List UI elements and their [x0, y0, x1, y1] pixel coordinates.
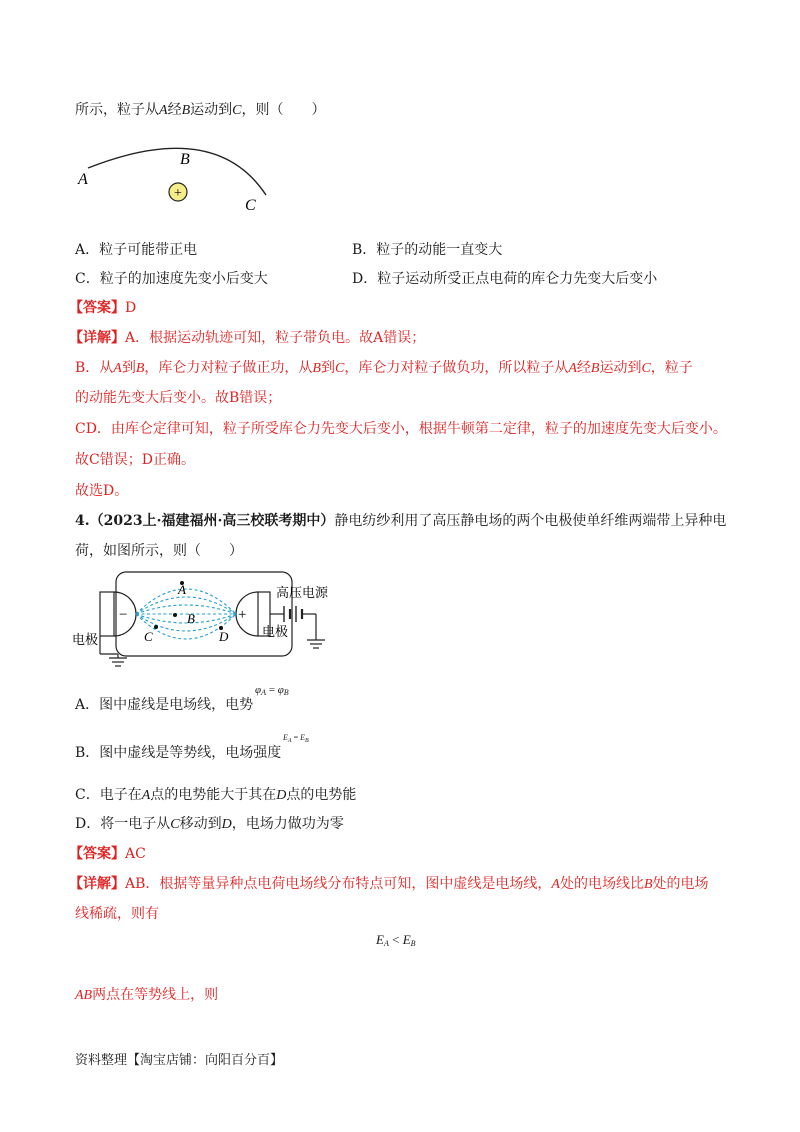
point-C [154, 625, 158, 629]
trajectory-figure [70, 140, 280, 220]
var-A: A [159, 103, 168, 118]
point-label-D: D [219, 629, 229, 644]
question-4-stem-line-1 [75, 511, 726, 531]
stem-text: 静电纺纱利用了高压静电场的两个电极使单纤维两端带上异种电 [334, 513, 727, 529]
prev-question-stem [75, 100, 325, 121]
q4-formula-EA-lt-EB: $E_A < E_B$ [376, 932, 416, 948]
q4-explanation-line-2: 线稀疏，则有 [75, 906, 159, 922]
question-4-stem-line-2: 荷，如图所示，则（ ） [75, 543, 243, 559]
option-B: B．粒子的动能一直变大 [352, 242, 503, 258]
stem-text: 经 [167, 102, 182, 118]
explanation-line-3: 的动能先变大后变小。故B错误； [75, 390, 282, 406]
var-C: C [232, 103, 242, 118]
option-C: C．粒子的加速度先变小后变大 [75, 271, 268, 287]
answer-line [69, 298, 136, 318]
left-electrode-plate [100, 592, 114, 636]
explanation-line-6: 故选D。 [75, 483, 129, 499]
stem-text: ，则（ ） [241, 102, 326, 118]
answer-value: D [125, 300, 137, 316]
minus-sign: − [119, 607, 128, 623]
point-label-C: C [144, 629, 153, 644]
stem-text: 所示，粒子从 [75, 102, 159, 118]
q4-option-D: D．将一电子从C移动到D，电场力做功为零 [75, 816, 344, 832]
electrostatic-spinning-figure [70, 566, 340, 670]
point-label-B: B [187, 611, 195, 626]
answer-value: AC [125, 846, 146, 862]
option-D: D．粒子运动所受正点电荷的库仑力先变大后变小 [352, 271, 658, 287]
figure-label-A: A [78, 171, 88, 188]
answer-label: 【答案】 [69, 846, 125, 862]
explanation-line-5: 故C错误；D正确。 [75, 452, 195, 468]
explanation-label: 【详解】 [69, 876, 125, 892]
plus-sign: + [238, 607, 247, 623]
option-A: A．粒子可能带正电 [75, 242, 198, 258]
explanation-label: 【详解】 [69, 330, 125, 346]
figure-label-C: C [245, 197, 256, 214]
q4-option-B: B．图中虚线是等势线，电场强度 [75, 745, 282, 761]
right-electrode-label: 电极 [262, 624, 289, 639]
stem-text: 运动到 [190, 102, 233, 118]
q4-explanation-line-1: 【详解】AB．根据等量异种点电荷电场线分布特点可知，图中虚线是电场线，A处的电场线比B处的电场 [69, 876, 709, 892]
q4-option-A-formula: $\varphi_A = \varphi_B$ [255, 684, 289, 697]
charge-symbol: + [174, 186, 182, 201]
var-B: B [181, 103, 191, 118]
point-B [173, 613, 177, 617]
power-supply-label: 高压电源 [276, 585, 329, 600]
point-label-A: A [178, 582, 186, 597]
explanation-text: A．根据运动轨迹可知，粒子带负电。故A错误； [125, 330, 426, 346]
question-source: （2023上·福建福州·高三校联考期中） [89, 513, 335, 529]
q4-answer-line [69, 844, 146, 864]
left-electrode-label: 电极 [72, 632, 99, 647]
explanation-line-4: CD．由库仑定律可知，粒子所受库仑力先变大后变小，根据牛顿第二定律，粒子的加速度先变大后变小。 [75, 421, 727, 437]
q4-explanation-line-3: AB两点在等势线上，则 [75, 987, 219, 1003]
question-number: 4. [75, 513, 90, 529]
q4-option-B-formula: $E_A = E_B$ [283, 733, 309, 744]
footer-source: 资料整理【淘宝店铺：向阳百分百】 [75, 1053, 284, 1068]
answer-label: 【答案】 [69, 300, 125, 316]
explanation-line-1 [69, 328, 425, 348]
figure-label-B: B [180, 151, 190, 168]
explanation-line-2: B．从A到B，库仑力对粒子做正功，从B到C，库仑力对粒子做负功，所以粒子从A经B运动到C，粒子 [75, 360, 693, 376]
q4-option-C: C．电子在A点的电势能大于其在D点的电势能 [75, 787, 357, 803]
q4-option-A: A．图中虚线是电场线，电势 [75, 697, 254, 713]
